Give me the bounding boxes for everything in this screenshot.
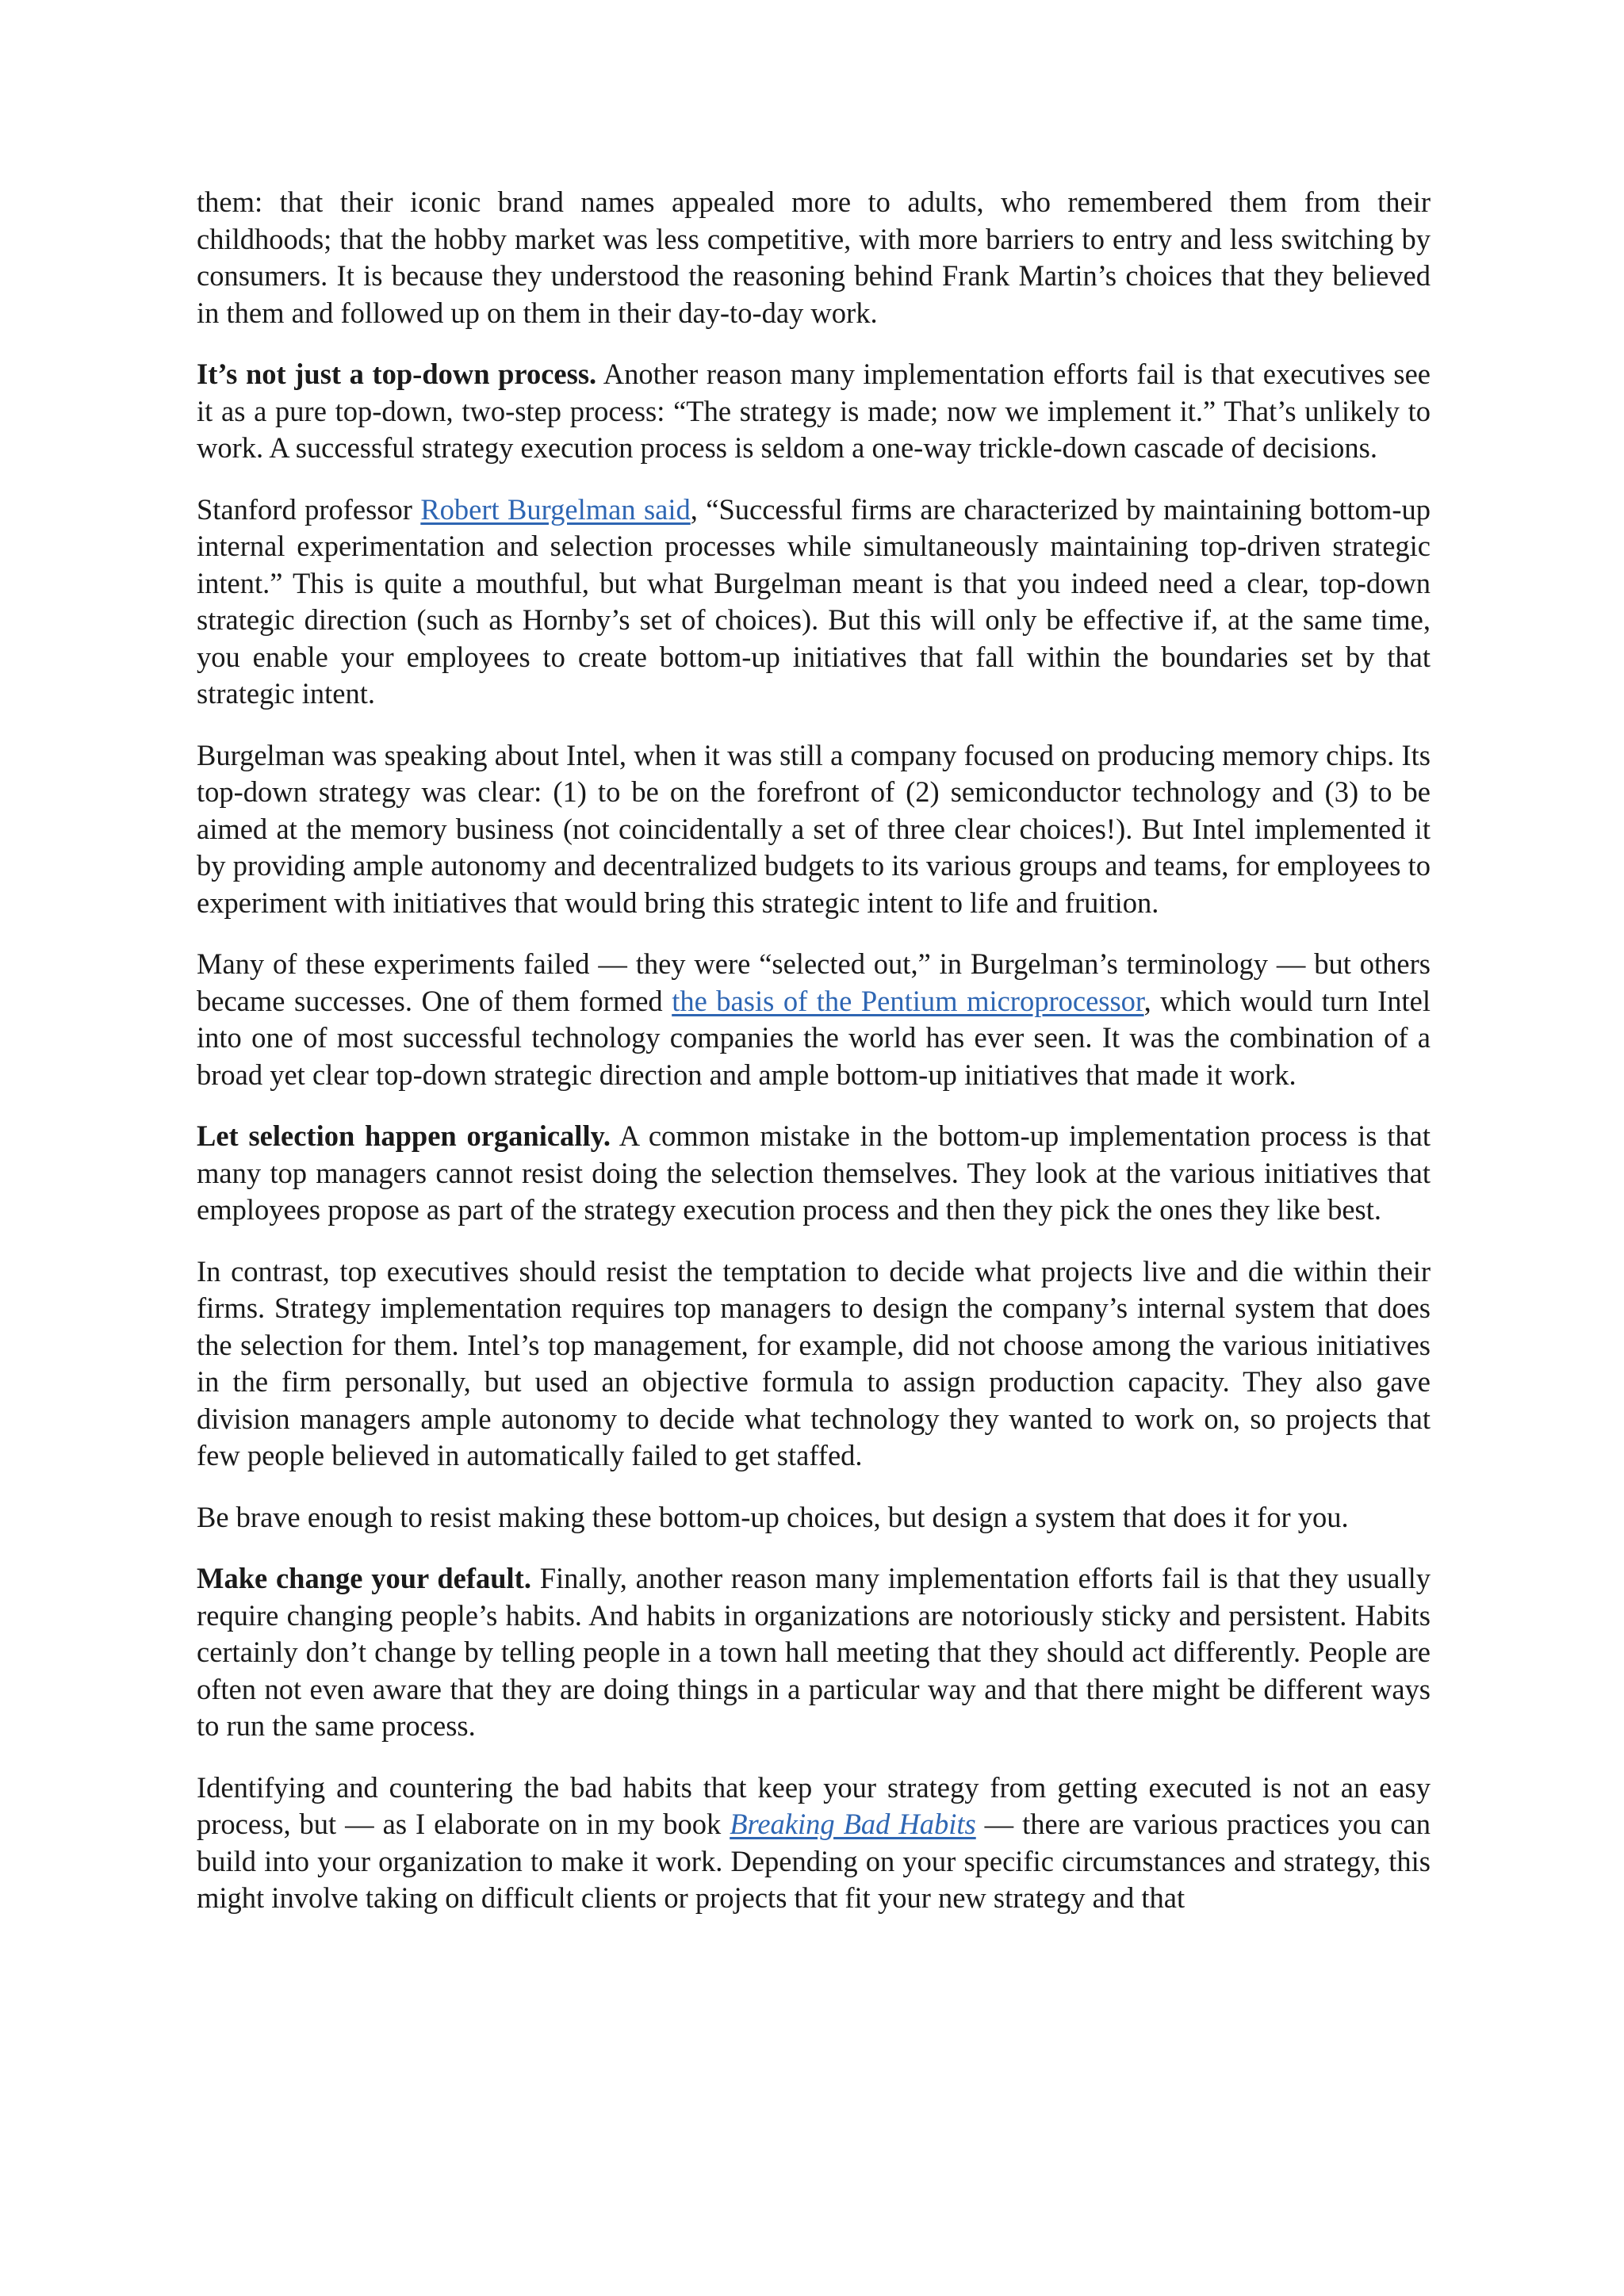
paragraph-text-after: , which would turn Intel into one of most successful technology companies the world has ever seen. It was the combination of a broad yet clear top-down strategic direction and ample bottom-up initiatives that made it work. [197, 984, 1431, 1091]
paragraph-text: Another reason many implementation efforts fail is that executives see it as a pure top-down, two-step process: “The strategy is made; now we implement it.” That’s unlikely to work. A successful strategy execution process is seldom a one-way trickle-down cascade of decisions. [197, 358, 1431, 464]
paragraph-intel-strategy [197, 737, 1431, 922]
paragraph-resist-temptation [197, 1253, 1431, 1475]
paragraph-lead-heading: Make change your default. [197, 1562, 531, 1594]
link-breaking-bad-habits[interactable]: Breaking Bad Habits [730, 1808, 976, 1840]
paragraph-text: In contrast, top executives should resist the temptation to decide what projects live and die within their firms. Strategy implementation requires top managers to design the company’s internal system that does the selection for them. Intel’s top management, for example, did not choose among the various initiatives in the firm personally, but used an objective formula to assign production capacity. They also gave division managers ample autonomy to decide what technology they wanted to work on, so projects that few people believed in automatically failed to get staffed. [197, 1254, 1431, 1471]
paragraph-text-before: Many of these experiments failed — they were “selected out,” in Burgelman’s terminology — but others became successes. One of them formed [197, 947, 1431, 1017]
link-robert-burgelman-said[interactable]: Robert Burgelman said [420, 492, 691, 526]
paragraph-text: Burgelman was speaking about Intel, when it was still a company focused on producing memory chips. Its top-down strategy was clear: (1) to be on the forefront of (2) semiconductor technology and (3) to be aimed at the memory business (not coincidentally a set of three clear choices!). But Intel implemented it by providing ample autonomy and decentralized budgets to its various groups and teams, for employees to experiment with initiatives that would bring this strategic intent to life and fruition. [197, 738, 1431, 919]
paragraph-burgelman-quote [197, 492, 1431, 713]
paragraph-brand-reasoning [197, 184, 1431, 331]
paragraph-selection-organic [197, 1118, 1431, 1229]
paragraph-change-default [197, 1560, 1431, 1745]
paragraph-experiments [197, 946, 1431, 1093]
paragraph-text: Be brave enough to resist making these bottom-up choices, but design a system that does it for you. [197, 1500, 1349, 1533]
paragraph-text-before: Identifying and countering the bad habits that keep your strategy from getting executed is not an easy process, but — as I elaborate on in my book [197, 1770, 1431, 1840]
paragraph-text-after: , “Successful firms are characterized by maintaining bottom-up internal experimentation and selection processes while simultaneously maintaining top-driven strategic intent.” This is quite a mouthful, but what Burgelman meant is that you indeed need a clear, top-down strategic direction (such as Hornby’s set of choices). But this will only be effective if, at the same time, you enable your employees to create bottom-up initiatives that fall within the boundaries set by that strategic intent. [197, 492, 1431, 710]
link-pentium-microprocessor[interactable]: the basis of the Pentium microprocessor [672, 984, 1144, 1017]
paragraph-text: A common mistake in the bottom-up implementation process is that many top managers cannot resist doing the selection themselves. They look at the various initiatives that employees propose as part of the strategy execution process and then they pick the ones they like best. [197, 1119, 1431, 1226]
paragraph-be-brave [197, 1499, 1431, 1536]
paragraph-text: Finally, another reason many implementation efforts fail is that they usually require changing people’s habits. And habits in organizations are notoriously sticky and persistent. Habits certainly don’t change by telling people in a town hall meeting that they should act differently. People are often not even aware that they are doing things in a particular way and that there might be different ways to run the same process. [197, 1562, 1431, 1742]
paragraph-lead-heading: Let selection happen organically. [197, 1119, 611, 1152]
paragraph-text: them: that their iconic brand names appealed more to adults, who remembered them from their childhoods; that the hobby market was less competitive, with more barriers to entry and less switching by consumers. It is because they understood the reasoning behind Frank Martin’s choices that they believed in them and followed up on them in their day-to-day work. [197, 186, 1431, 329]
paragraph-text-before: Stanford professor [197, 492, 421, 526]
paragraph-lead-heading: It’s not just a top-down process. [197, 358, 597, 390]
document-page [197, 184, 1431, 1942]
paragraph-top-down-process [197, 356, 1431, 467]
paragraph-text-after: — there are various practices you can build into your organization to make it work. Depending on your specific circumstances and strategy, this might involve taking on difficult clients or projects that fit your new strategy and that [197, 1808, 1431, 1914]
paragraph-bad-habits [197, 1770, 1431, 1917]
